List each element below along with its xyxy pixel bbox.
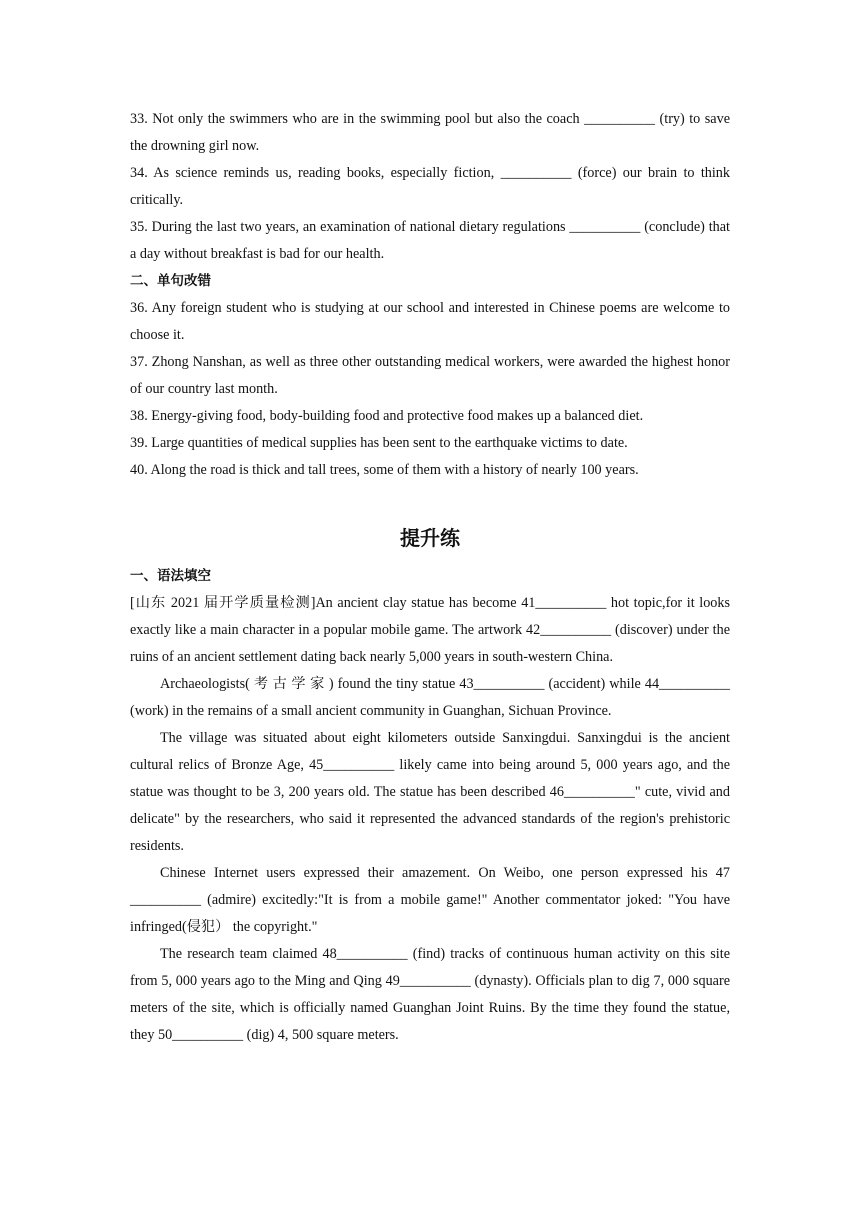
- passage-paragraph-4: Chinese Internet users expressed their amazement. On Weibo, one person expressed his 47 __________ (admire) excitedly:"It is from a mobile game!" Another commentator joked: "You have infringed(侵犯） the copyright.": [130, 865, 730, 935]
- question-36: 36. Any foreign student who is studying at our school and interested in Chinese poems are welcome to choose it.: [130, 300, 730, 343]
- question-33: 33. Not only the swimmers who are in the swimming pool but also the coach __________ (try) to save the drowning girl now.: [130, 111, 730, 154]
- passage-paragraph-2: Archaeologists( 考 古 学 家 ) found the tiny statue 43__________ (accident) while 44__________ (work) in the remains of a small ancient community in Guanghan, Sichuan Province.: [130, 676, 730, 719]
- passage-paragraph-5: The research team claimed 48__________ (find) tracks of continuous human activity on this site from 5, 000 years ago to the Ming and Qing 49__________ (dynasty). Officials plan to dig 7, 000 square meters of the site, which is officially named Guanghan Joint Ruins. By the time they found the statue, they 50__________ (dig) 4, 500 square meters.: [130, 946, 730, 1043]
- question-35: 35. During the last two years, an examination of national dietary regulations __________ (conclude) that a day without breakfast is bad for our health.: [130, 219, 730, 262]
- question-37: 37. Zhong Nanshan, as well as three other outstanding medical workers, were awarded the highest honor of our country last month.: [130, 354, 730, 397]
- question-40: 40. Along the road is thick and tall trees, some of them with a history of nearly 100 years.: [130, 462, 639, 478]
- section-heading-error-correction: 二、单句改错: [130, 273, 211, 289]
- passage-paragraph-3: The village was situated about eight kilometers outside Sanxingdui. Sanxingdui is the ancient cultural relics of Bronze Age, 45__________ likely came into being around 5, 000 years ago, and the statue was thought to be 3, 200 years old. The statue has been described 46__________" cute, vivid and delicate" by the researchers, who said it represented the advanced standards of the region's prehistoric residents.: [130, 730, 730, 854]
- passage-paragraph-1: [山东 2021 届开学质量检测]An ancient clay statue has become 41__________ hot topic,for it looks exactly like a main character in a popular mobile game. The artwork 42__________ (discover) under the ruins of an ancient settlement dating back nearly 5,000 years in south-western China.: [130, 595, 730, 665]
- document-page: [130, 106, 730, 1049]
- section-title: 提升练: [400, 526, 460, 550]
- question-38: 38. Energy-giving food, body-building food and protective food makes up a balanced diet.: [130, 408, 644, 424]
- section-heading-grammar-fill: 一、语法填空: [130, 568, 211, 584]
- question-39: 39. Large quantities of medical supplies has been sent to the earthquake victims to date.: [130, 435, 628, 451]
- question-34: 34. As science reminds us, reading books, especially fiction, __________ (force) our brain to think critically.: [130, 165, 730, 208]
